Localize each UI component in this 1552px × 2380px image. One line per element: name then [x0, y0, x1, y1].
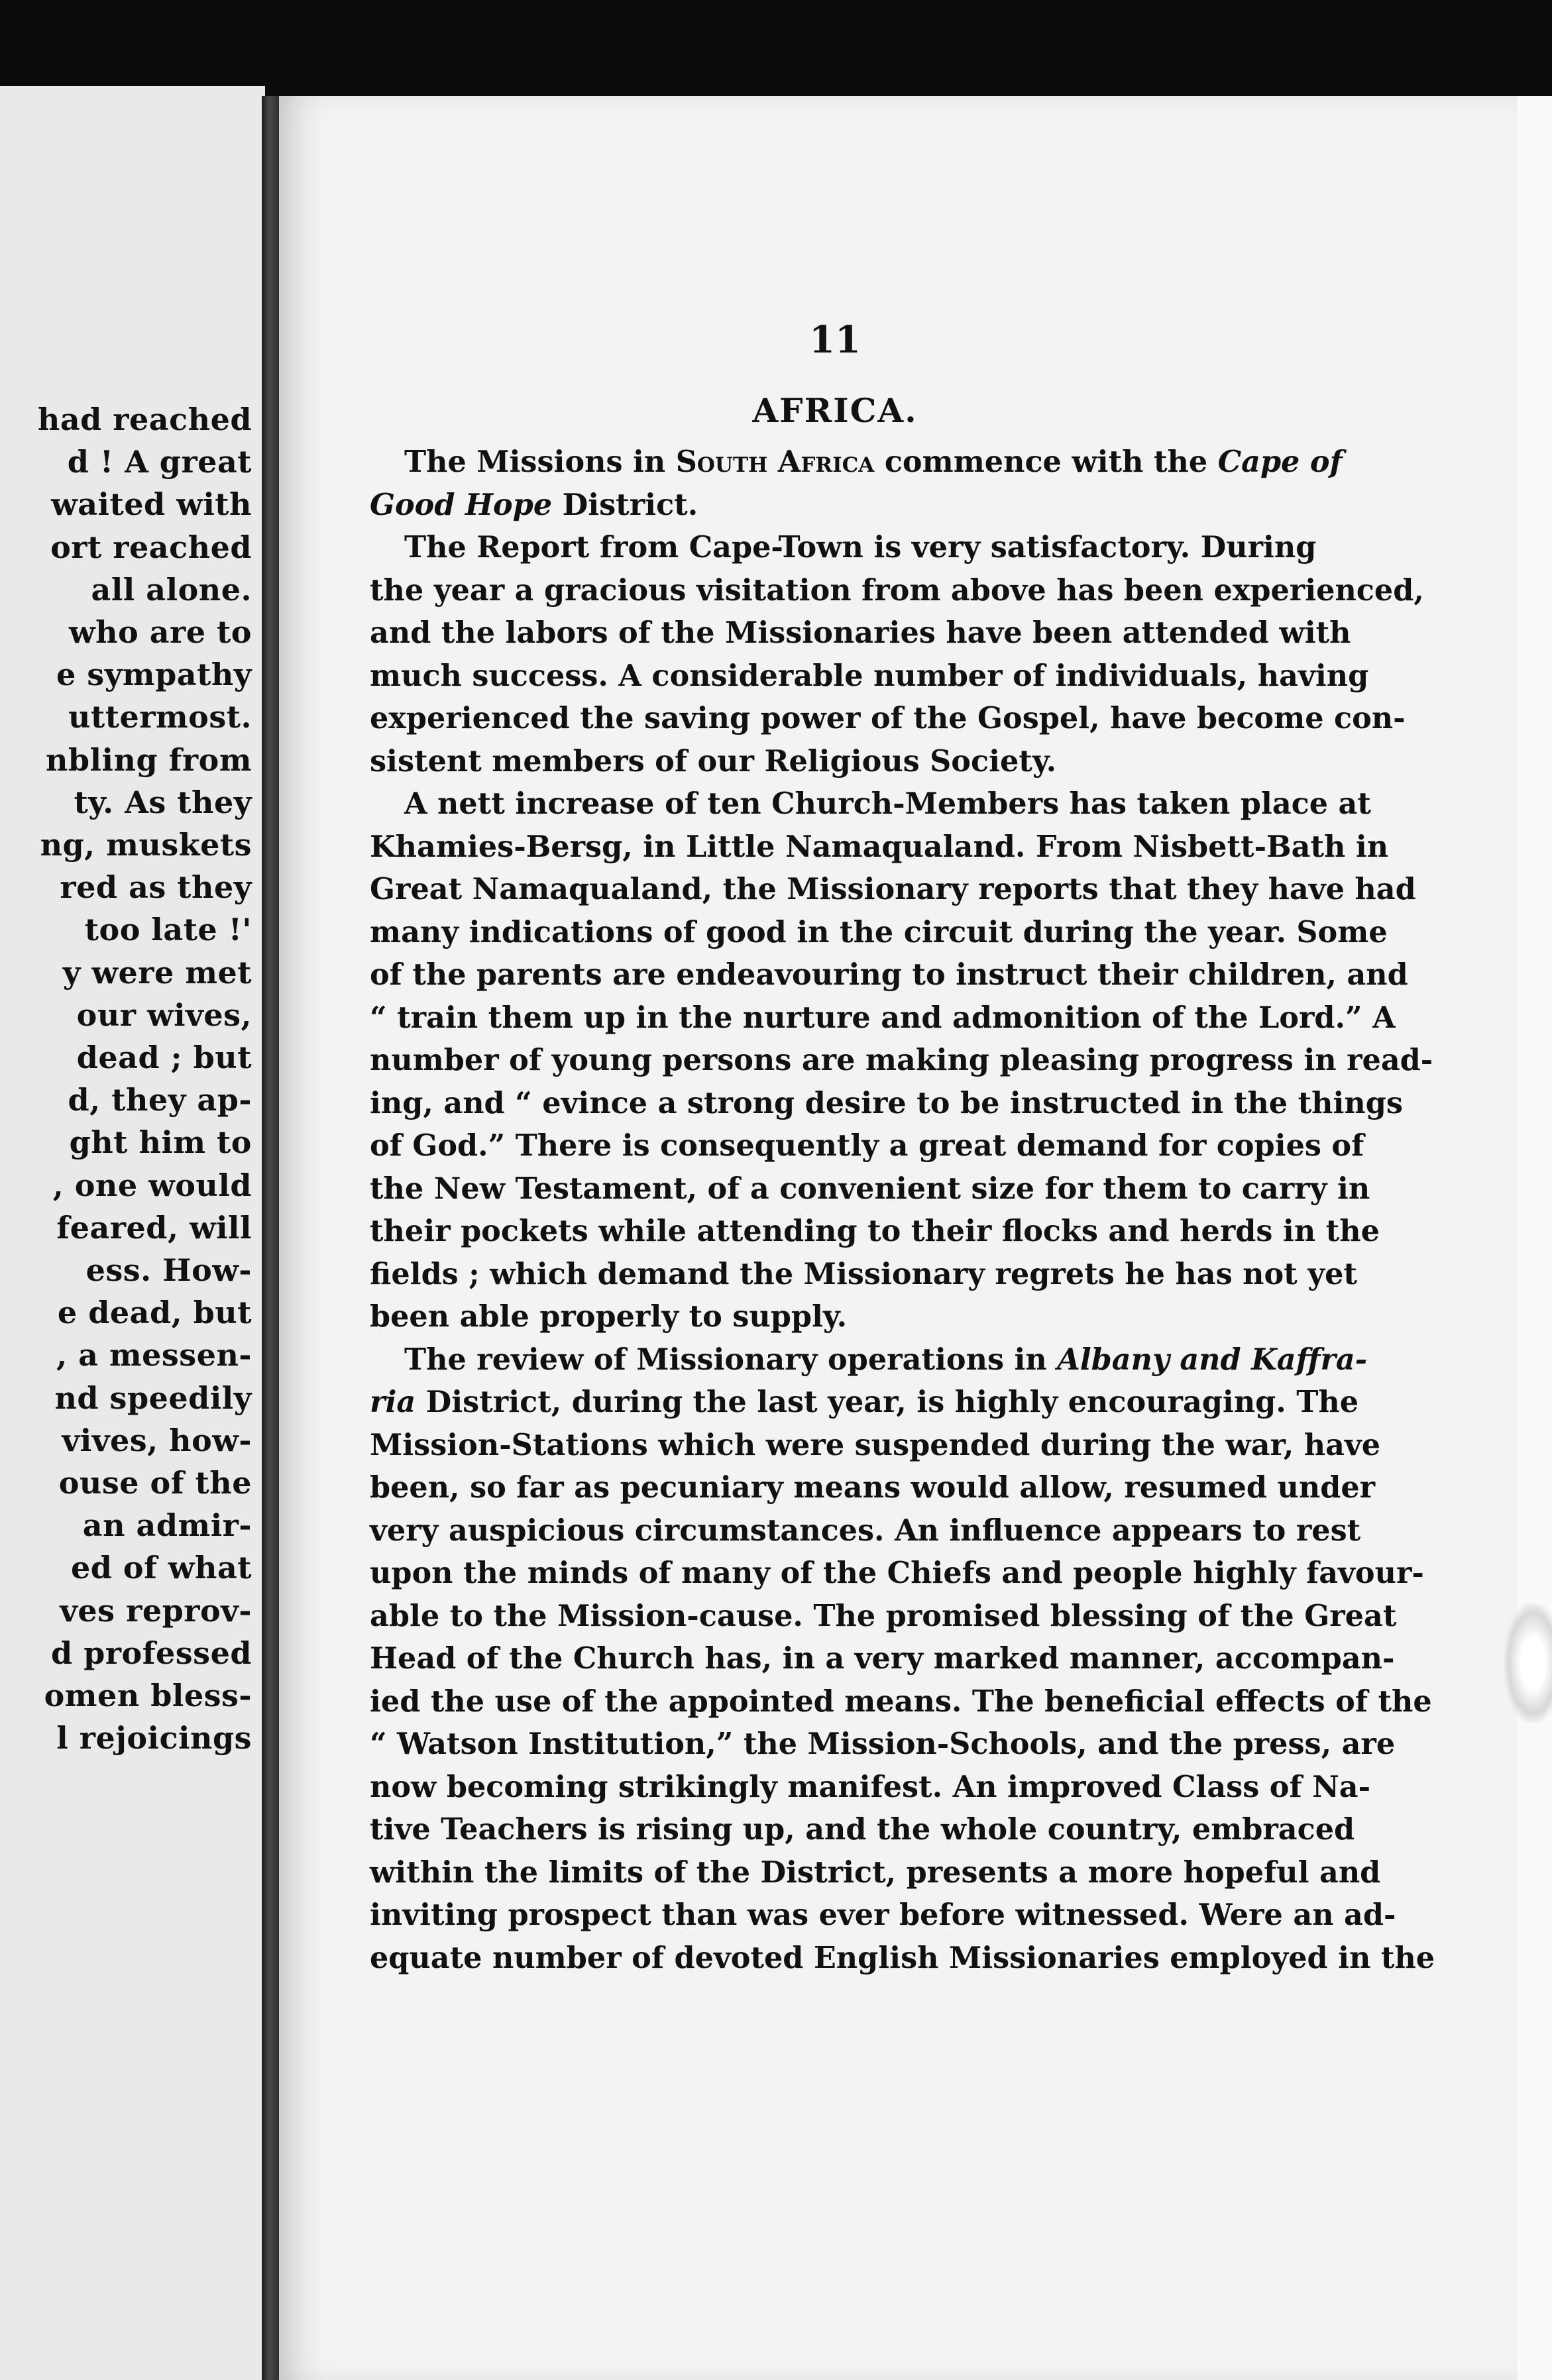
- text-line: the year a gracious visitation from above has been experienced,: [370, 572, 1424, 608]
- text-line: Mission-Stations which were suspended during the war, have: [370, 1427, 1381, 1462]
- left-page-line: red as they: [60, 869, 252, 906]
- text-line: now becoming strikingly manifest. An improved Class of Na-: [370, 1769, 1371, 1804]
- left-page-line: feared, will: [56, 1209, 252, 1246]
- text-line: the New Testament, of a convenient size for them to carry in: [370, 1171, 1370, 1206]
- text-line: sistent members of our Religious Society.: [370, 743, 1057, 779]
- left-page-line: ty. As they: [74, 784, 252, 820]
- text-line: much success. A considerable number of individuals, having: [370, 658, 1369, 693]
- text-line: tive Teachers is rising up, and the whole country, embraced: [370, 1812, 1355, 1847]
- left-page-line: d, they ap-: [68, 1082, 252, 1118]
- text-line: been able properly to supply.: [370, 1299, 848, 1334]
- text-line: Good Hope District.: [370, 487, 698, 522]
- text-line: ing, and “ evince a strong desire to be instructed in the things: [370, 1085, 1403, 1120]
- text-line: number of young persons are making pleasing progress in read-: [370, 1043, 1433, 1077]
- left-page-line: nbling from: [45, 741, 252, 778]
- left-page-line: who are to: [69, 614, 252, 650]
- text-line: “ Watson Institution,” the Mission-Schools, and the press, are: [370, 1727, 1396, 1761]
- book-gutter: [262, 96, 280, 2380]
- text-line: The Report from Cape-Town is very satisfactory. During: [404, 530, 1317, 565]
- text-line: able to the Mission-cause. The promised blessing of the Great: [370, 1598, 1397, 1633]
- left-page-line: ght him to: [69, 1124, 252, 1161]
- left-page-line: ort reached: [50, 529, 252, 565]
- text-line: many indications of good in the circuit during the year. Some: [370, 914, 1388, 949]
- left-page-line: uttermost.: [68, 699, 252, 735]
- text-line: experienced the saving power of the Gospel, have become con-: [370, 701, 1406, 735]
- left-page-line: had reached: [37, 402, 252, 437]
- left-page-line: too late !': [84, 912, 252, 948]
- section-heading: AFRICA.: [752, 391, 918, 430]
- page-number: 11: [809, 318, 861, 362]
- page-edge: [1518, 96, 1552, 2380]
- text-line: very auspicious circumstances. An influence appears to rest: [370, 1513, 1361, 1548]
- left-page-line: dead ; but: [76, 1040, 252, 1075]
- text-line: within the limits of the District, presents a more hopeful and: [370, 1855, 1381, 1890]
- left-page-line: an admir-: [82, 1507, 252, 1544]
- paper-damage-mark: [1504, 1603, 1552, 1723]
- text-line: A nett increase of ten Church-Members has taken place at: [404, 786, 1371, 821]
- text-line: inviting prospect than was ever before witnessed. Were an ad-: [370, 1898, 1396, 1932]
- left-page-line: ouse of the: [58, 1465, 252, 1501]
- left-page: [0, 86, 265, 2380]
- left-page-line: ves reprov-: [60, 1592, 252, 1629]
- text-line: their pockets while attending to their flocks and herds in the: [370, 1214, 1380, 1248]
- left-page-line: our wives,: [76, 997, 252, 1033]
- left-page-line: nd speedily: [54, 1379, 252, 1416]
- left-page-line: e sympathy: [56, 657, 252, 693]
- text-line: Khamies-Bersg, in Little Namaqualand. From Nisbett-Bath in: [370, 829, 1389, 864]
- text-line: been, so far as pecuniary means would allow, resumed under: [370, 1470, 1376, 1505]
- left-page-line: e dead, but: [57, 1295, 252, 1331]
- left-page-line: , one would: [52, 1167, 252, 1203]
- text-line: “ train them up in the nurture and admonition of the Lord.” A: [370, 1000, 1396, 1035]
- text-line: of the parents are endeavouring to instruct their children, and: [370, 957, 1408, 992]
- text-line: ied the use of the appointed means. The beneficial effects of the: [370, 1684, 1432, 1719]
- left-page-line: vives, how-: [62, 1422, 252, 1458]
- left-page-line: waited with: [51, 486, 252, 523]
- text-line: fields ; which demand the Missionary regrets he has not yet: [370, 1256, 1357, 1291]
- left-page-line: omen bless-: [44, 1678, 252, 1713]
- left-page-line: ng, muskets: [40, 827, 252, 863]
- text-line: ria District, during the last year, is highly encouraging. The: [370, 1385, 1359, 1419]
- text-line: Great Namaqualand, the Missionary reports that they have had: [370, 872, 1416, 906]
- left-page-line: l rejoicings: [56, 1720, 252, 1757]
- text-line: and the labors of the Missionaries have been attended with: [370, 616, 1351, 650]
- left-page-line: d ! A great: [67, 444, 252, 480]
- left-page-line: , a messen-: [56, 1337, 252, 1374]
- text-line: The review of Missionary operations in Albany and Kaffra-: [404, 1342, 1368, 1377]
- left-page-line: all alone.: [91, 571, 252, 608]
- left-page-line: y were met: [62, 954, 252, 991]
- text-line: of God.” There is consequently a great demand for copies of: [370, 1128, 1364, 1163]
- body-text: [370, 441, 1435, 1979]
- text-line: equate number of devoted English Missionaries employed in the: [370, 1940, 1435, 1975]
- text-line: Head of the Church has, in a very marked manner, accompan-: [370, 1641, 1395, 1676]
- left-page-line: ed of what: [70, 1550, 252, 1586]
- text-line: upon the minds of many of the Chiefs and people highly favour-: [370, 1556, 1424, 1590]
- left-page-line: ess. How-: [85, 1252, 252, 1288]
- text-line: The Missions in South Africa commence with the Cape of: [404, 445, 1343, 479]
- left-page-line: d professed: [50, 1635, 252, 1671]
